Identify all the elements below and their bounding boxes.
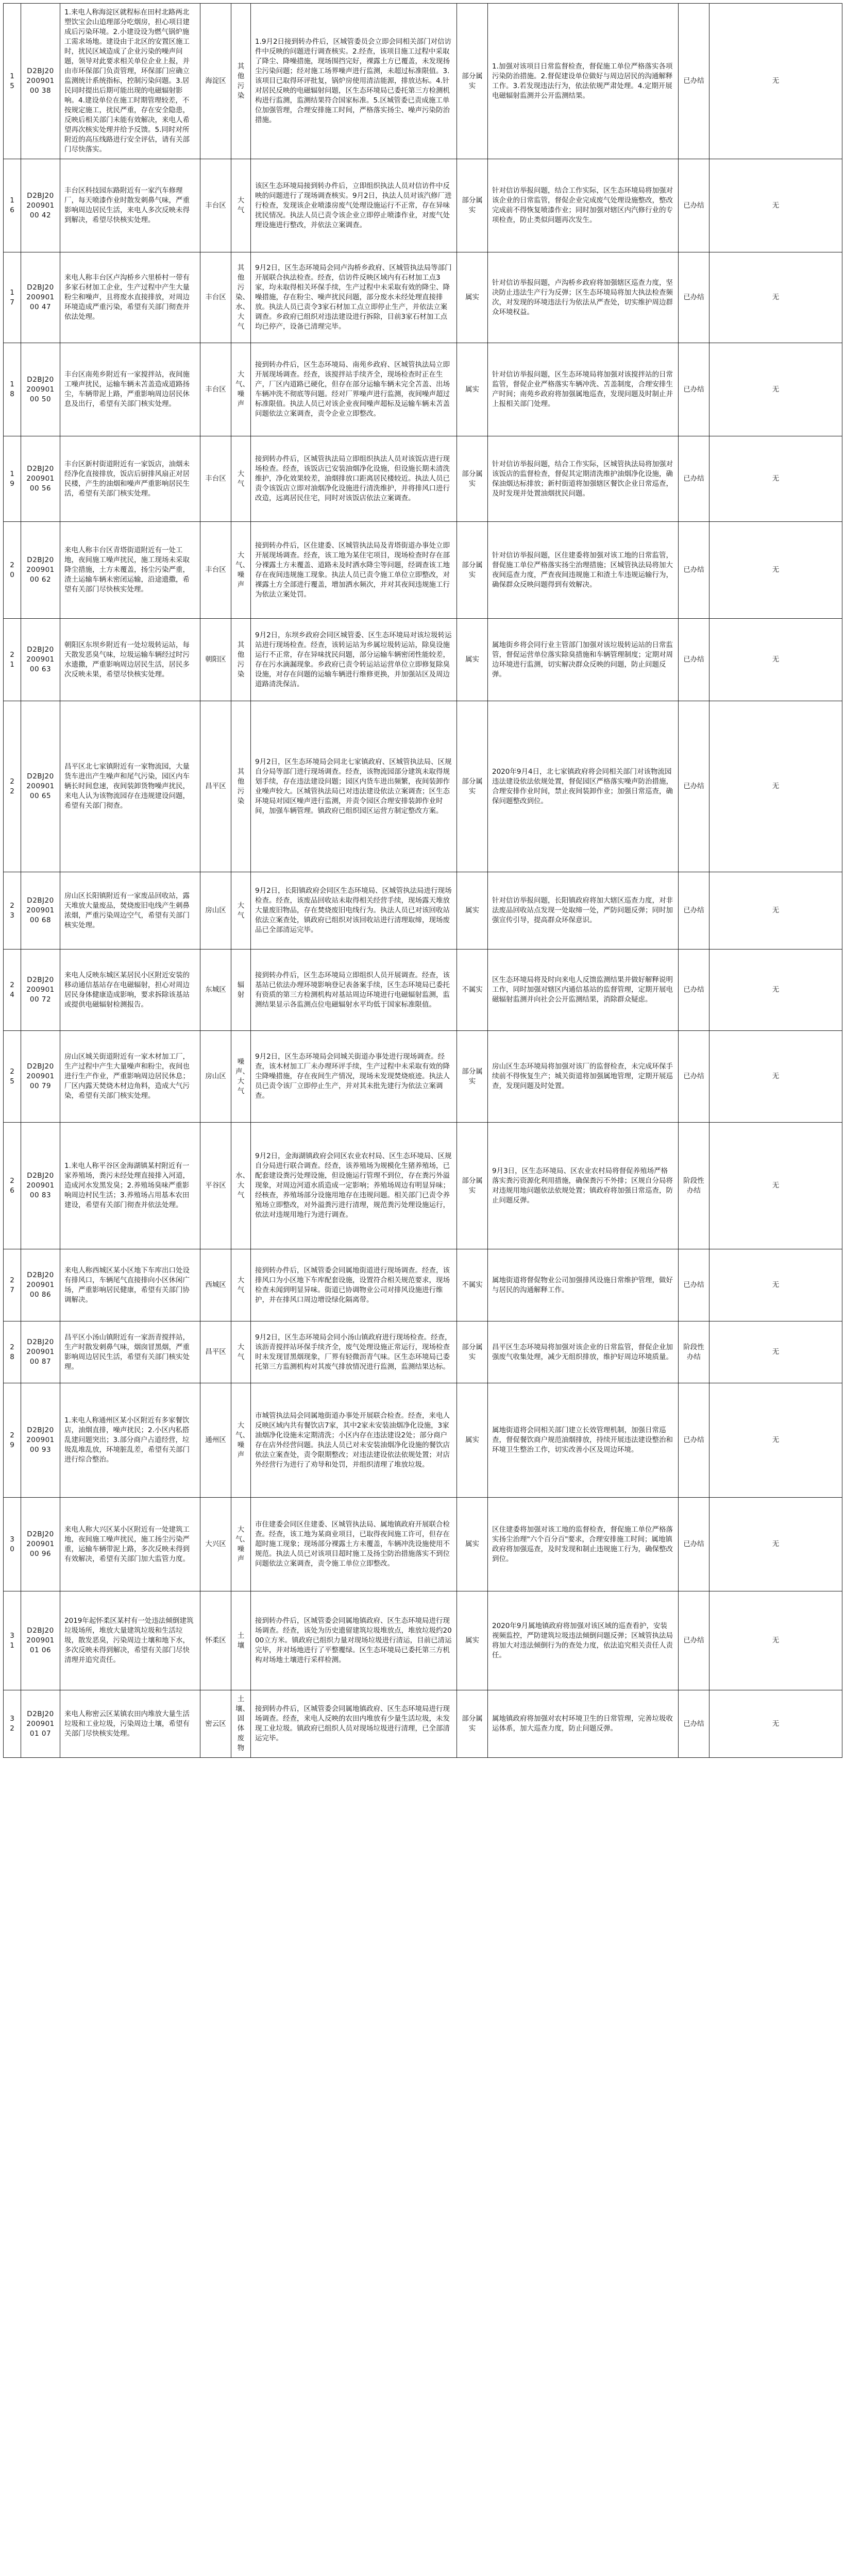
case-code: D2BJ2020090100 42 <box>21 159 60 252</box>
pollution-type: 其他污染 <box>231 4 251 159</box>
district: 西城区 <box>200 1249 231 1321</box>
table-row <box>4 1591 842 1690</box>
verification-status: 部分属实 <box>457 701 488 872</box>
investigation-result: 市城管执法局会同属地街道办事处开展联合检查。经查，来电人反映区域内共有餐饮店7家，其中2家未安装油烟净化设施，3家油烟净化设施未定期清洗；小区内存在违法建设2处；部分商户存在店外经营问题。执法人员已对未安装油烟净化设施的餐饮店依法立案查处，责令限期整改；对违法建设依法依规处置；对店外经营行为进行了劝导和处罚，并组织清理了堆放垃圾。 <box>251 1383 457 1498</box>
investigation-result: 9月2日，长阳镇政府会同区生态环境局、区城管执法局进行现场检查。经查，该废品回收站未取得相关经营手续，现场露天堆放大量废旧物品，存在焚烧废旧电线行为。执法人员已对该回收站依法立案查处，镇政府已组织对该回收站进行清理取缔，现场废品已全部清运完毕。 <box>251 872 457 950</box>
verification-status: 部分属实 <box>457 159 488 252</box>
accountability: 无 <box>709 1249 842 1321</box>
district: 朝阳区 <box>200 619 231 701</box>
district: 东城区 <box>200 950 231 1031</box>
complaint-content: 来电人称密云区某镇农田内堆放大量生活垃圾和工业垃圾，污染周边土壤，希望有关部门尽快核实处理。 <box>60 1690 200 1758</box>
case-code: D2BJ2020090100 47 <box>21 252 60 343</box>
table-row <box>4 701 842 872</box>
table-row <box>4 1383 842 1498</box>
row-number: 23 <box>4 872 21 950</box>
district: 平谷区 <box>200 1123 231 1249</box>
completion-status: 已办结 <box>679 436 709 522</box>
completion-status: 阶段性办结 <box>679 1123 709 1249</box>
accountability: 无 <box>709 436 842 522</box>
pollution-type: 大气 <box>231 1249 251 1321</box>
accountability: 无 <box>709 1591 842 1690</box>
rectification-measures: 针对信访举报问题，区生态环境局将加强对该搅拌站的日常监管，督促企业严格落实车辆冲洗、苫盖制度，合理安排生产时间；南苑乡政府将加强属地巡查，发现问题及时制止并上报相关部门处理。 <box>488 343 679 436</box>
complaint-content: 2019年起怀柔区某村有一处违法倾倒建筑垃圾场所，堆放大量建筑垃圾和生活垃圾，散发恶臭，污染周边土壤和地下水，多次反映未得到解决，希望有关部门尽快清理并追究责任。 <box>60 1591 200 1690</box>
pollution-type: 其他污染 <box>231 701 251 872</box>
accountability: 无 <box>709 252 842 343</box>
completion-status: 已办结 <box>679 872 709 950</box>
table-row <box>4 619 842 701</box>
district: 丰台区 <box>200 436 231 522</box>
rectification-measures: 针对信访举报问题，卢沟桥乡政府将加强辖区巡查力度，坚决防止违法生产行为反弹；区生态环境局将加大执法检查频次，对发现的环境违法行为依法从严查处，切实维护周边群众环境权益。 <box>488 252 679 343</box>
case-code: D2BJ2020090100 83 <box>21 1123 60 1249</box>
accountability: 无 <box>709 1498 842 1591</box>
verification-status: 部分属实 <box>457 522 488 619</box>
rectification-measures: 2020年9月4日，北七家镇政府将会同相关部门对该物流园违法建设依法依规处置，督促园区严格落实噪声防治措施，合理安排作业时间，禁止夜间装卸作业；加强日常巡查，确保问题整改到位。 <box>488 701 679 872</box>
verification-status: 不属实 <box>457 1249 488 1321</box>
complaint-content: 1.来电人称平谷区金海湖镇某村附近有一家养殖场，粪污未经处理直接排入河道，造成河水发黑发臭；2.养殖场臭味严重影响周边村民生活；3.养殖场占用基本农田建设，希望有关部门彻查并依法处理。 <box>60 1123 200 1249</box>
accountability: 无 <box>709 1321 842 1383</box>
district: 丰台区 <box>200 252 231 343</box>
investigation-result: 接到转办件后，区城管委会同属地镇政府、区生态环境局进行现场调查。经查，该处为历史遗留建筑垃圾堆放点，堆放垃圾约2000立方米。镇政府已组织力量对现场垃圾进行清运，目前已清运完毕，并对场地进行了平整覆绿。区生态环境局已委托第三方机构对场地土壤进行采样检测。 <box>251 1591 457 1690</box>
verification-status: 不属实 <box>457 950 488 1031</box>
verification-status: 属实 <box>457 343 488 436</box>
district: 丰台区 <box>200 522 231 619</box>
investigation-result: 接到转办件后，区生态环境局立即组织人员开展调查。经查，该基站已依法办理环境影响登记表备案手续，区生态环境局已委托有资质的第三方检测机构对基站周边环境进行电磁辐射监测，监测结果显示各监测点位电磁辐射水平均低于国家标准限值。 <box>251 950 457 1031</box>
district: 密云区 <box>200 1690 231 1758</box>
investigation-result: 接到转办件后，区生态环境局、南苑乡政府、区城管执法局立即开展现场调查。经查，该搅拌站手续齐全，现场检查时正在生产，厂区内道路已硬化，但存在部分运输车辆未完全苫盖、出场车辆冲洗不彻底等问题。经对厂界噪声进行监测，夜间噪声超过标准限值。执法人员已对该企业夜间噪声超标及运输车辆未苫盖问题依法立案调查，责令企业立即整改。 <box>251 343 457 436</box>
verification-status: 部分属实 <box>457 1031 488 1123</box>
complaint-content: 昌平区小汤山镇附近有一家沥青搅拌站，生产时散发刺鼻气味，烟囱冒黑烟，严重影响周边居民生活，希望有关部门核实处理。 <box>60 1321 200 1383</box>
case-code: D2BJ2020090100 68 <box>21 872 60 950</box>
accountability: 无 <box>709 343 842 436</box>
investigation-result: 接到转办件后，区城管委会同属地街道进行现场调查。经查，该排风口为小区地下车库配套设施，设置符合相关规范要求，现场检查未闻到明显异味。街道已协调物业公司对排风设施进行维护，并在排风口周边增设绿化隔离带。 <box>251 1249 457 1321</box>
table-row <box>4 522 842 619</box>
accountability: 无 <box>709 159 842 252</box>
accountability: 无 <box>709 522 842 619</box>
table-row <box>4 1498 842 1591</box>
verification-status: 部分属实 <box>457 436 488 522</box>
pollution-type: 大气 <box>231 436 251 522</box>
table-row <box>4 1031 842 1123</box>
row-number: 27 <box>4 1249 21 1321</box>
pollution-type: 其他污染、水、大气 <box>231 252 251 343</box>
completion-status: 已办结 <box>679 159 709 252</box>
completion-status: 已办结 <box>679 619 709 701</box>
pollution-type: 大气、噪声 <box>231 1498 251 1591</box>
rectification-measures: 针对信访举报问题，区住建委将加强对该工地的日常监管，督促施工单位严格落实扬尘治理措施；区城管执法局将加大夜间巡查力度，严查夜间违规施工和渣土车违规运输行为，确保群众反映问题得到有效解决。 <box>488 522 679 619</box>
complaint-content: 来电人称丰台区卢沟桥乡六里桥村一带有多家石材加工企业，生产过程中产生大量粉尘和噪声，且将废水直接排放，对周边环境造成严重污染，希望有关部门彻查并依法处理。 <box>60 252 200 343</box>
case-code: D2BJ2020090100 50 <box>21 343 60 436</box>
complaint-content: 丰台区南苑乡附近有一家搅拌站，夜间施工噪声扰民，运输车辆未苫盖造成道路扬尘，车辆带泥上路，严重影响周边居民休息及出行，希望有关部门核实处理。 <box>60 343 200 436</box>
pollution-type: 大气、噪声 <box>231 343 251 436</box>
rectification-measures: 属地街道将会同相关部门建立长效管理机制，加强日常巡查，督促餐饮商户规范油烟排放，持续开展违法建设整治和环境卫生整治工作，切实改善小区及周边环境。 <box>488 1383 679 1498</box>
completion-status: 已办结 <box>679 1383 709 1498</box>
rectification-measures: 针对信访举报问题，结合工作实际，区生态环境局将加强对该企业的日常监管，督促企业完成废气处理设施整改，整改完成前不得恢复喷漆作业；同时加强对辖区内汽修行业的专项检查，防止类似问题再次发生。 <box>488 159 679 252</box>
pollution-type: 土壤、固体废物 <box>231 1690 251 1758</box>
complaint-content: 昌平区北七家镇附近有一家物流园，大量货车进出产生噪声和尾气污染，园区内车辆长时间怠速，夜间装卸货物噪声扰民，来电人认为该物流园存在违规建设问题，希望有关部门彻查。 <box>60 701 200 872</box>
table-row <box>4 252 842 343</box>
rectification-measures: 9月3日，区生态环境局、区农业农村局将督促养殖场严格落实粪污资源化利用措施，确保粪污不外排；区规自分局将对违规用地问题依法依规处置；镇政府将加强日常巡查，防止问题反弹。 <box>488 1123 679 1249</box>
pollution-type: 大气 <box>231 872 251 950</box>
investigation-result: 接到转办件后，区住建委、区城管执法局及青塔街道办事处立即开展现场调查。经查，该工地为某住宅项目，现场检查时存在部分裸露土方未覆盖、道路未及时洒水降尘等问题，经调查该工地存在夜间违规施工现象。执法人员已责令施工单位立即整改，对裸露土方全部进行覆盖，增加洒水频次，并对其夜间违规施工行为依法立案处罚。 <box>251 522 457 619</box>
district: 大兴区 <box>200 1498 231 1591</box>
investigation-result: 9月2日，金海湖镇政府会同区农业农村局、区生态环境局、区规自分局进行联合调查。经查，该养殖场为规模化生猪养殖场，已配套建设粪污处理设施，但设施运行管理不到位，存在粪污外溢现象，对周边河道水质造成一定影响；养殖场周边有明显异味；经核查，养殖场部分设施用地存在违规问题。相关部门已责令养殖场立即整改，对外溢粪污进行清理，规范粪污处理设施运行，依法对违规用地行为进行调查。 <box>251 1123 457 1249</box>
table-row <box>4 343 842 436</box>
district: 昌平区 <box>200 1321 231 1383</box>
row-number: 16 <box>4 159 21 252</box>
case-code: D2BJ2020090100 38 <box>21 4 60 159</box>
case-code: D2BJ2020090100 79 <box>21 1031 60 1123</box>
table-row <box>4 1123 842 1249</box>
completion-status: 已办结 <box>679 1249 709 1321</box>
verification-status: 属实 <box>457 619 488 701</box>
investigation-result: 9月2日，区生态环境局会同城关街道办事处进行现场调查。经查，该木材加工厂未办理环评手续，生产过程中未采取有效的降尘降噪措施，存在夜间生产情况，现场未发现焚烧痕迹。执法人员已责令该厂立即停止生产，并对其未批先建行为依法立案调查。 <box>251 1031 457 1123</box>
row-number: 31 <box>4 1591 21 1690</box>
table-row <box>4 159 842 252</box>
rectification-measures: 昌平区生态环境局将加强对该企业的日常监管，督促企业加强废气收集处理，减少无组织排放，维护好周边环境质量。 <box>488 1321 679 1383</box>
investigation-result: 9月2日，区生态环境局会同北七家镇政府、区城管执法局、区规自分局等部门进行现场调查。经查，该物流园部分建筑未取得规划手续，存在违法建设问题；园区内货车进出频繁，夜间装卸作业噪声较大。区城管执法局已对违法建设依法立案调查；区生态环境局对园区噪声进行监测，并责令园区合理安排装卸作业时间，加强车辆管理。镇政府已组织园区运营方制定整改方案。 <box>251 701 457 872</box>
pollution-type: 噪声、大气 <box>231 1031 251 1123</box>
complaint-content: 来电人称西城区某小区地下车库出口处设有排风口，车辆尾气直接排向小区休闲广场，严重影响居民健康，希望有关部门协调解决。 <box>60 1249 200 1321</box>
pollution-type: 大气 <box>231 1321 251 1383</box>
investigation-result: 1.9月2日接到转办件后，区城管委员会立即会同相关部门对信访件中反映的问题进行调查核实。2.经查，该项目施工过程中采取了降尘、降噪措施，现场围挡完好，裸露土方已覆盖，未发现扬尘污染问题；经对施工场界噪声进行监测，未超过标准限值。3.该项目已取得环评批复，锅炉房使用清洁能源，排放达标。4.针对居民反映的电磁辐射问题，区生态环境局已委托第三方检测机构进行监测，监测结果符合国家标准。5.区城管委已责成施工单位加强管理，合理安排施工时间，严格落实扬尘、噪声污染防治措施。 <box>251 4 457 159</box>
district: 房山区 <box>200 1031 231 1123</box>
complaint-table <box>3 3 842 1758</box>
verification-status: 部分属实 <box>457 1123 488 1249</box>
accountability: 无 <box>709 950 842 1031</box>
case-code: D2BJ2020090100 87 <box>21 1321 60 1383</box>
complaint-content: 房山区长阳镇附近有一家废品回收站，露天堆放大量废品，焚烧废旧电线产生刺鼻浓烟，严重污染周边空气，希望有关部门核实处理。 <box>60 872 200 950</box>
complaint-content: 1.来电人称通州区某小区附近有多家餐饮店，油烟直排，噪声扰民；2.小区内私搭乱建问题突出；3.部分商户占道经营，垃圾乱堆乱放，环境脏乱差，希望有关部门进行综合整治。 <box>60 1383 200 1498</box>
completion-status: 已办结 <box>679 701 709 872</box>
district: 房山区 <box>200 872 231 950</box>
accountability: 无 <box>709 1383 842 1498</box>
investigation-result: 接到转办件后，区城管执法局立即组织执法人员对该饭店进行现场检查。经查，该饭店已安装油烟净化设施，但设施长期未清洗维护，净化效果较差，油烟排放口距离居民楼较近。执法人员已责令该饭店立即对油烟净化设施进行清洗维护，并将排风口进行改造，远离居民住宅，同时对该饭店依法立案调查。 <box>251 436 457 522</box>
district: 怀柔区 <box>200 1591 231 1690</box>
investigation-result: 接到转办件后，区城管委会同属地镇政府、区生态环境局进行现场调查。经查，来电人反映的农田内堆放有少量生活垃圾，未发现工业垃圾。镇政府已组织人员对现场垃圾进行清理，已全部清运完毕。 <box>251 1690 457 1758</box>
row-number: 29 <box>4 1383 21 1498</box>
complaint-content: 来电人称大兴区某小区附近有一处建筑工地，夜间施工噪声扰民，施工扬尘污染严重，运输车辆带泥上路，多次反映未得到有效解决，希望有关部门加大监管力度。 <box>60 1498 200 1591</box>
table-row <box>4 872 842 950</box>
case-code: D2BJ2020090100 65 <box>21 701 60 872</box>
verification-status: 属实 <box>457 1591 488 1690</box>
district: 昌平区 <box>200 701 231 872</box>
pollution-type: 大气、噪声 <box>231 522 251 619</box>
complaint-content: 丰台区新村街道附近有一家饭店，油烟未经净化直接排放，饭店后厨排风扇正对居民楼，产生的油烟和噪声严重影响居民生活，希望有关部门核实处理。 <box>60 436 200 522</box>
table-row <box>4 4 842 159</box>
district: 丰台区 <box>200 343 231 436</box>
case-code: D2BJ2020090100 63 <box>21 619 60 701</box>
completion-status: 已办结 <box>679 1591 709 1690</box>
verification-status: 部分属实 <box>457 4 488 159</box>
complaint-content: 来电人称丰台区青塔街道附近有一处工地，夜间施工噪声扰民，施工现场未采取降尘措施，土方未覆盖，扬尘污染严重，渣土运输车辆未密闭运输，沿途遗撒，希望有关部门尽快核实处理。 <box>60 522 200 619</box>
verification-status: 部分属实 <box>457 1321 488 1383</box>
rectification-measures: 2020年9月属地镇政府将加强对该区域的巡查看护，安装视频监控，严防建筑垃圾违法倾倒问题反弹；区城管执法局将加大对违法倾倒行为的查处力度，依法追究相关责任人责任。 <box>488 1591 679 1690</box>
verification-status: 属实 <box>457 252 488 343</box>
row-number: 19 <box>4 436 21 522</box>
verification-status: 属实 <box>457 1383 488 1498</box>
rectification-measures: 房山区生态环境局将加强对该厂的监督检查，未完成环保手续前不得恢复生产；城关街道将加强属地管理，定期开展巡查，发现问题及时处置。 <box>488 1031 679 1123</box>
row-number: 17 <box>4 252 21 343</box>
district: 海淀区 <box>200 4 231 159</box>
row-number: 24 <box>4 950 21 1031</box>
table-row <box>4 1690 842 1758</box>
accountability: 无 <box>709 4 842 159</box>
accountability: 无 <box>709 1123 842 1249</box>
completion-status: 已办结 <box>679 4 709 159</box>
row-number: 18 <box>4 343 21 436</box>
case-code: D2BJ2020090100 93 <box>21 1383 60 1498</box>
investigation-result: 该区生态环境局接到转办件后，立即组织执法人员对信访件中反映的问题进行了现场调查核实。9月2日，执法人员对该汽修厂进行检查，发现该企业喷漆房废气处理设施运行不正常，存在异味扰民情况。执法人员已责令该企业立即停止喷漆作业，对废气处理设施进行整改，并依法立案调查。 <box>251 159 457 252</box>
accountability: 无 <box>709 1031 842 1123</box>
complaint-content: 来电人反映东城区某居民小区附近安装的移动通信基站存在电磁辐射，担心对周边居民身体健康造成影响，要求拆除该基站或提供电磁辐射检测报告。 <box>60 950 200 1031</box>
district: 丰台区 <box>200 159 231 252</box>
rectification-measures: 属地街乡将会同行业主管部门加强对该垃圾转运站的日常监管，督促运营单位落实除臭措施和车辆管理制度；定期对周边环境进行监测，切实解决群众反映的问题，防止问题反弹。 <box>488 619 679 701</box>
case-code: D2BJ2020090100 96 <box>21 1498 60 1591</box>
row-number: 25 <box>4 1031 21 1123</box>
accountability: 无 <box>709 1690 842 1758</box>
completion-status: 已办结 <box>679 1690 709 1758</box>
verification-status: 属实 <box>457 1498 488 1591</box>
case-code: D2BJ2020090100 62 <box>21 522 60 619</box>
accountability: 无 <box>709 701 842 872</box>
accountability: 无 <box>709 872 842 950</box>
investigation-result: 市住建委会同区住建委、区城管执法局、属地镇政府开展联合检查。经查，该工地为某商业项目，已取得夜间施工许可，但存在超时施工现象；现场部分裸露土方未覆盖，车辆冲洗设施使用不规范。执法人员已对该项目超时施工及扬尘防治措施落实不到位问题依法立案调查，责令施工单位立即整改。 <box>251 1498 457 1591</box>
row-number: 21 <box>4 619 21 701</box>
completion-status: 已办结 <box>679 343 709 436</box>
pollution-type: 大气、噪声 <box>231 1383 251 1498</box>
row-number: 26 <box>4 1123 21 1249</box>
row-number: 20 <box>4 522 21 619</box>
row-number: 30 <box>4 1498 21 1591</box>
rectification-measures: 针对信访举报问题，长阳镇政府将加大辖区巡查力度，对非法废品回收站点发现一处取缔一处，严防问题反弹；同时加强宣传引导，提高群众环保意识。 <box>488 872 679 950</box>
table-row <box>4 1249 842 1321</box>
pollution-type: 土壤 <box>231 1591 251 1690</box>
rectification-measures: 属地街道将督促物业公司加强排风设施日常维护管理，做好与居民的沟通解释工作。 <box>488 1249 679 1321</box>
completion-status: 阶段性办结 <box>679 1321 709 1383</box>
case-code: D2BJ2020090100 72 <box>21 950 60 1031</box>
case-code: D2BJ2020090100 86 <box>21 1249 60 1321</box>
pollution-type: 辐射 <box>231 950 251 1031</box>
rectification-measures: 1.加强对该项目日常监督检查，督促施工单位严格落实各项污染防治措施。2.督促建设单位做好与周边居民的沟通解释工作。3.若发现违法行为，依法依规严肃处理。4.定期开展电磁辐射监测并公开监测结果。 <box>488 4 679 159</box>
complaint-content: 丰台区科技园东路附近有一家汽车修理厂，每天喷漆作业时散发刺鼻气味，严重影响周边居民生活，来电人多次反映未得到解决，希望尽快核实处理。 <box>60 159 200 252</box>
completion-status: 已办结 <box>679 1031 709 1123</box>
complaint-content: 1.来电人称海淀区就程标在田村北路两北塑饮宝会山追理部分吃烟房，担心项目建成后污染环境。2.小建设设为燃气锅炉施工需求场地。建设由于北区的安置区施工时，扰民区域造成了企业污染的噪声问题，领导对此要求相关单位企业上报，并由市环保部门负责管理，环保部门应确立监测统计系统指标，控制污染问题。3.居民同时提出后期可能出现的电磁辐射影响。4.建设单位在施工时期管理较差，不按规定施工，扰民严重，存在安全隐患，反映后相关部门未能有效解决，来电人希望再次核实处理并给予反馈。5.同时对所附近的高压线路进行安全评估，请有关部门尽快落实。 <box>60 4 200 159</box>
rectification-measures: 属地镇政府将加强对农村环境卫生的日常管理，完善垃圾收运体系，加大巡查力度，防止问题反弹。 <box>488 1690 679 1758</box>
rectification-measures: 针对信访举报问题，结合工作实际，区城管执法局将加强对该饭店的监督检查，督促其定期清洗维护油烟净化设施，确保油烟达标排放；新村街道将加强辖区餐饮企业日常巡查，及时发现并处置油烟扰民问题。 <box>488 436 679 522</box>
complaint-content: 朝阳区东坝乡附近有一处垃圾转运站，每天散发恶臭气味，垃圾运输车辆经过时污水遗撒，严重影响周边居民生活，居民多次反映未果，希望尽快核实处理。 <box>60 619 200 701</box>
completion-status: 已办结 <box>679 522 709 619</box>
complaint-content: 房山区城关街道附近有一家木材加工厂，生产过程中产生大量噪声和粉尘，夜间也进行生产作业，严重影响周边居民休息；厂区内露天焚烧木材边角料，造成大气污染，希望有关部门核实处理。 <box>60 1031 200 1123</box>
investigation-result: 9月2日，区生态环境局会同小汤山镇政府进行现场检查。经查，该沥青搅拌站环保手续齐全，废气处理设施正常运行，现场检查时未发现冒黑烟现象，厂界有轻微沥青气味。区生态环境局已委托第三方监测机构对其废气排放情况进行监测，监测结果达标。 <box>251 1321 457 1383</box>
district: 通州区 <box>200 1383 231 1498</box>
row-number: 32 <box>4 1690 21 1758</box>
case-code: D2BJ2020090100 56 <box>21 436 60 522</box>
investigation-result: 9月2日，区生态环境局会同卢沟桥乡政府、区城管执法局等部门开展联合执法检查。经查，信访件反映区域内有石材加工点3家，均未取得相关环保手续，生产过程中未采取有效的降尘、降噪措施，存在粉尘、噪声扰民问题，部分废水未经处理直接排放。执法人员已责令3家石材加工点立即停止生产，并依法立案调查。乡政府已组织对违法建设进行拆除，目前3家石材加工点均已停产，设备已清理完毕。 <box>251 252 457 343</box>
table-row <box>4 436 842 522</box>
investigation-result: 9月2日，东坝乡政府会同区城管委、区生态环境局对该垃圾转运站进行现场检查。经查，该转运站为乡属垃圾转运站，除臭设施运行不正常，存在异味扰民问题，部分运输车辆密闭性能较差，存在污水滴漏现象。乡政府已责令转运站运营单位立即修复除臭设施，对存在问题的运输车辆进行维修更换，并加强站区及周边道路清洗保洁。 <box>251 619 457 701</box>
row-number: 28 <box>4 1321 21 1383</box>
row-number: 22 <box>4 701 21 872</box>
rectification-measures: 区生态环境局将及时向来电人反馈监测结果并做好解释说明工作，同时加强对辖区内通信基站的监督管理，定期开展电磁辐射监测并向社会公开监测结果，消除群众疑虑。 <box>488 950 679 1031</box>
pollution-type: 其他污染 <box>231 619 251 701</box>
verification-status: 属实 <box>457 872 488 950</box>
row-number: 15 <box>4 4 21 159</box>
completion-status: 已办结 <box>679 950 709 1031</box>
table-row <box>4 1321 842 1383</box>
case-code: D2BJ2020090101 07 <box>21 1690 60 1758</box>
rectification-measures: 区住建委将加强对该工地的监督检查，督促施工单位严格落实扬尘治理"六个百分百"要求，合理安排施工时间；属地镇政府将加强巡查，及时发现和制止违规施工行为，确保整改到位。 <box>488 1498 679 1591</box>
pollution-type: 水、大气 <box>231 1123 251 1249</box>
case-code: D2BJ2020090101 06 <box>21 1591 60 1690</box>
table-row <box>4 950 842 1031</box>
completion-status: 已办结 <box>679 1498 709 1591</box>
verification-status: 部分属实 <box>457 1690 488 1758</box>
pollution-type: 大气 <box>231 159 251 252</box>
table-body <box>4 4 842 1758</box>
accountability: 无 <box>709 619 842 701</box>
completion-status: 已办结 <box>679 252 709 343</box>
